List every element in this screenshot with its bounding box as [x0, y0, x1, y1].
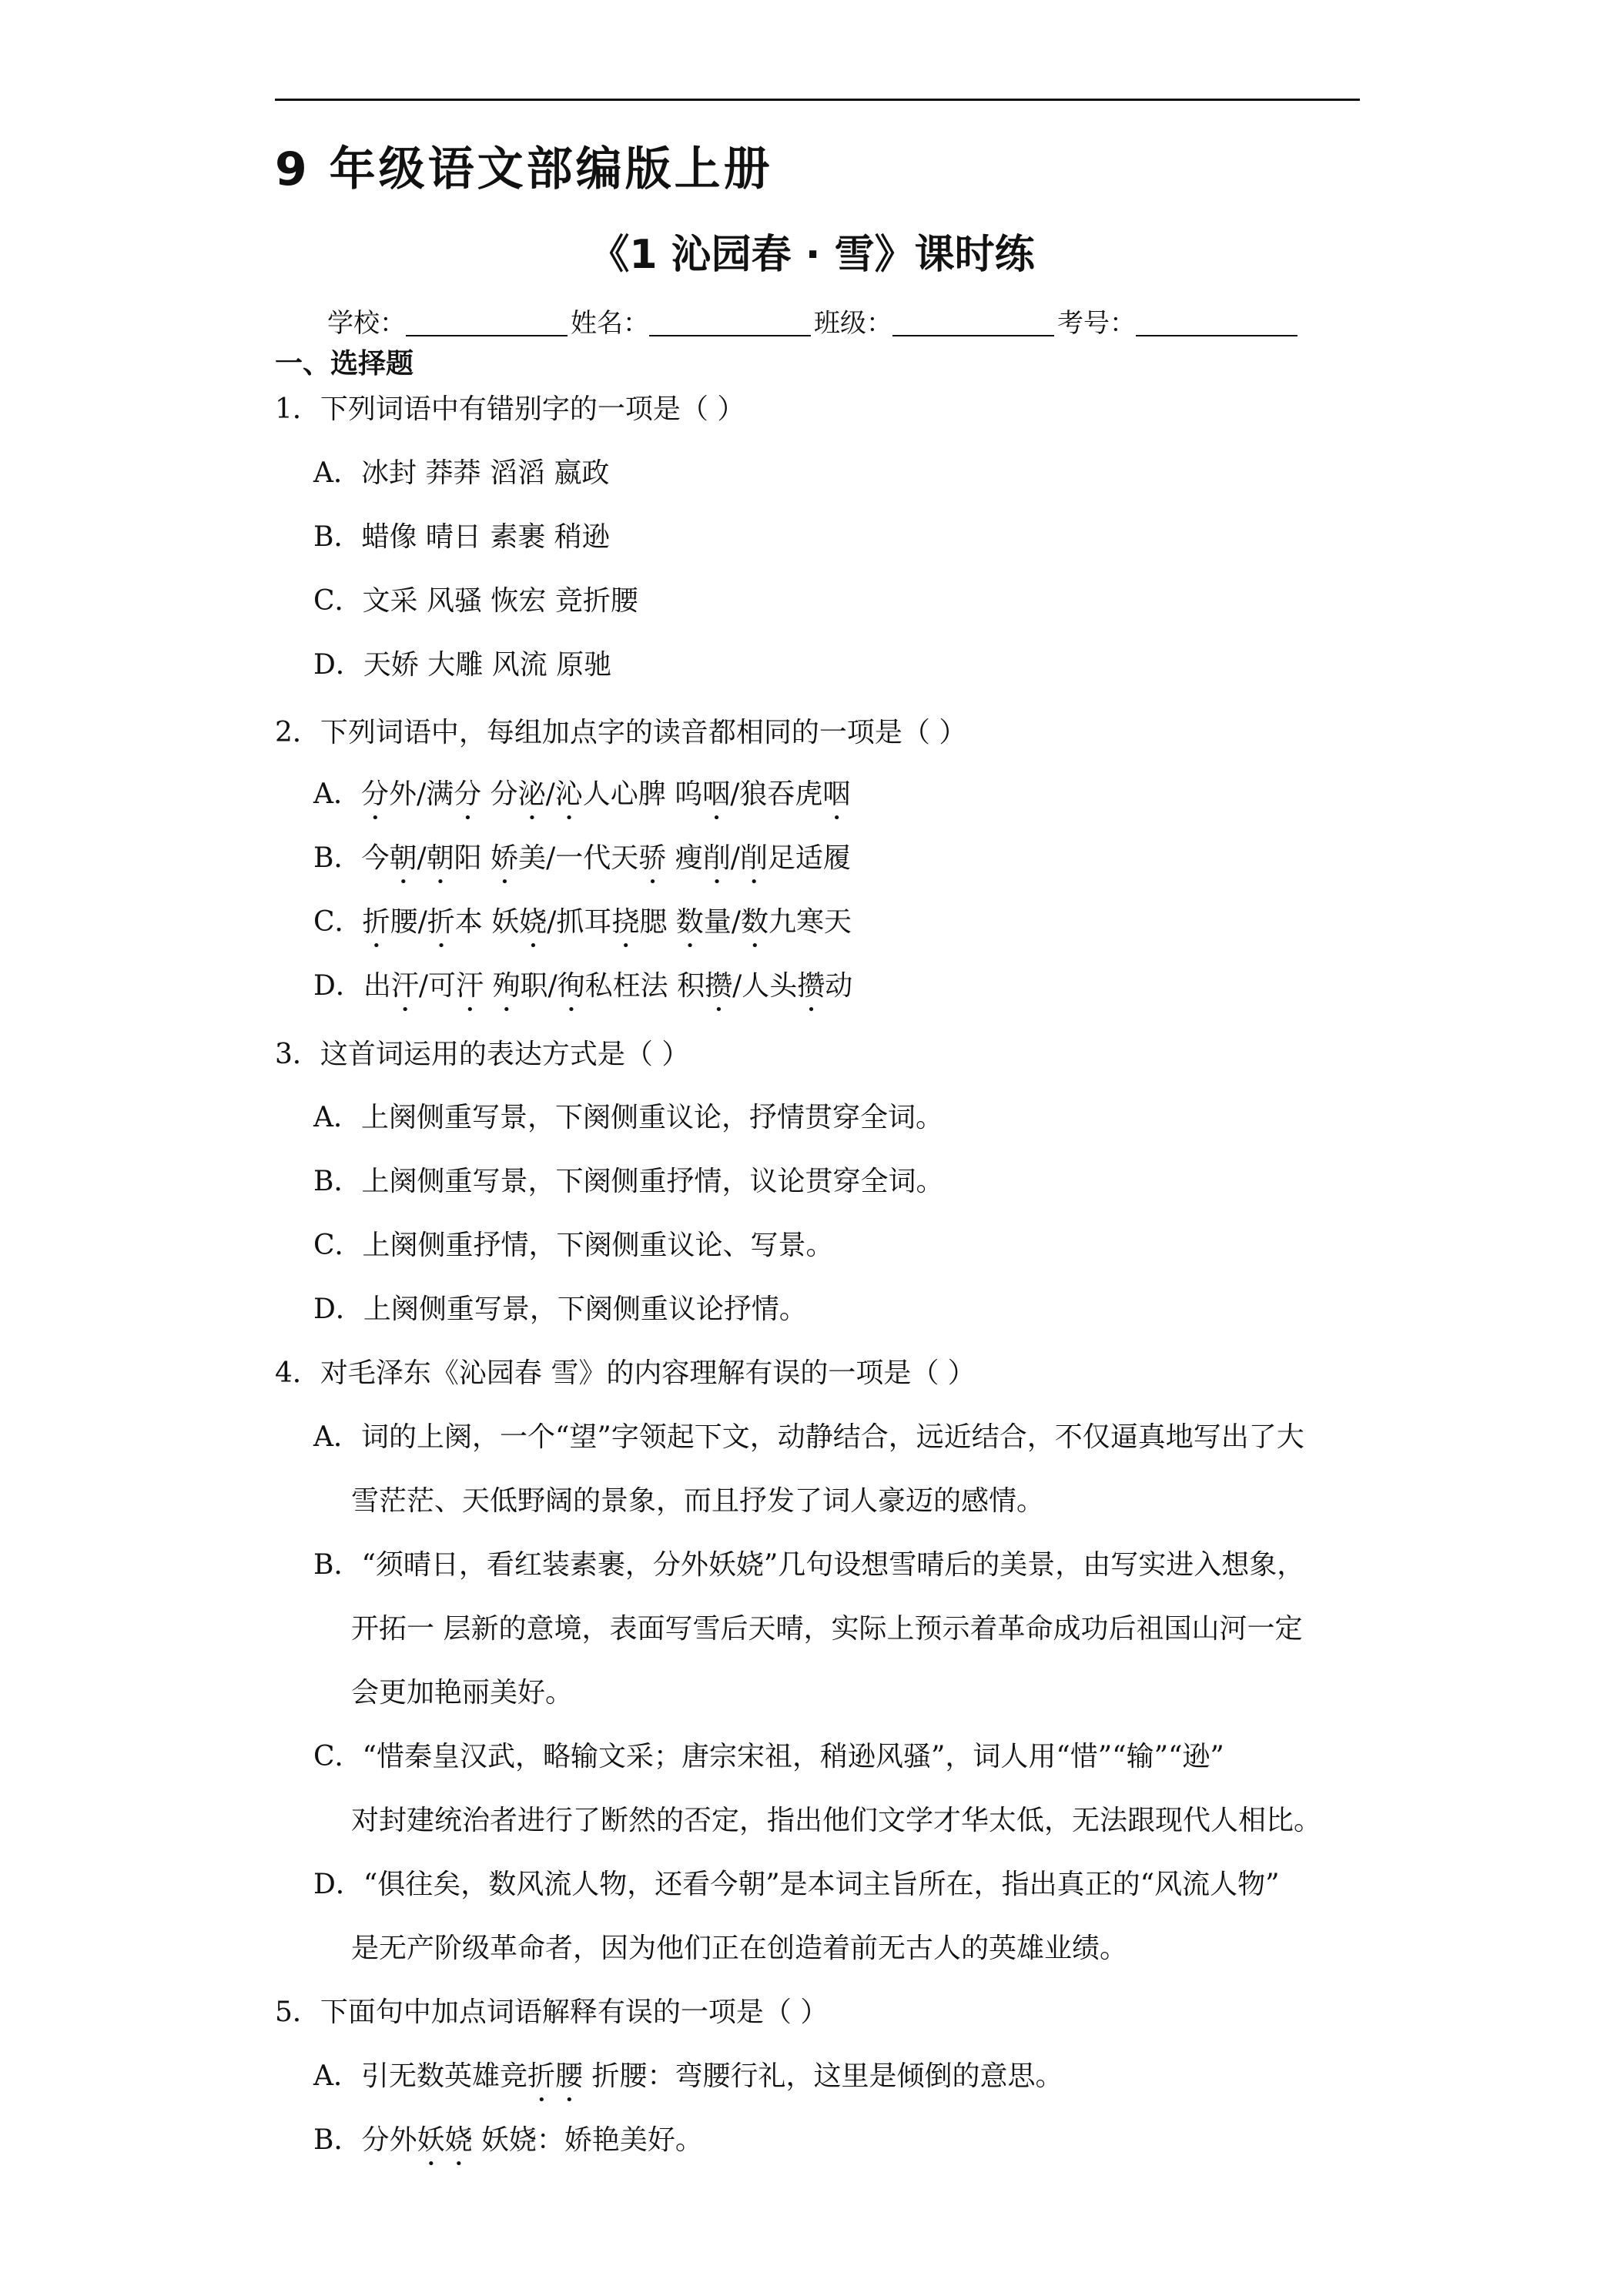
emphasized-text: 泌 [517, 778, 546, 810]
option-text: 阳 [454, 842, 491, 874]
emphasized-text: 咽 [702, 778, 731, 810]
emphasized-text: 妖娆 [417, 2124, 473, 2156]
option-text: A． [313, 778, 361, 810]
option-text: /可 [418, 970, 457, 1002]
option-line [313, 969, 852, 1018]
option-text: B．分外 [313, 2124, 417, 2156]
option-line: C．文采 风骚 恢宏 竞折腰 [313, 585, 638, 617]
emphasized-text: 数 [740, 906, 768, 938]
option-line [313, 2060, 1063, 2108]
option-text: 瘦 [666, 842, 703, 874]
option-line: B．蜡像 晴日 素裹 稍逊 [313, 521, 610, 553]
option-line: B．“须晴日，看红装素裹，分外妖娆”几句设想雪晴后的美景，由写实进入想象， [313, 1549, 1305, 1581]
option-text: /人头 [732, 970, 798, 1002]
option-text: 量/ [703, 906, 741, 938]
option-continuation: 会更加艳丽美好。 [351, 1677, 574, 1709]
school-label: 学校： [327, 308, 406, 339]
emphasized-text: 娆 [519, 906, 547, 938]
option-text: C． [313, 906, 363, 938]
option-text: B．今 [313, 842, 390, 874]
option-text: / [417, 842, 427, 874]
question-stem: 2．下列词语中，每组加点字的读音都相同的一项是（ ） [275, 717, 967, 748]
school-blank[interactable] [406, 309, 568, 336]
option-text: 折腰：弯腰行礼，这里是倾倒的意思。 [583, 2060, 1063, 2092]
emphasized-text: 削 [739, 842, 768, 874]
emphasized-text: 折 [362, 906, 390, 938]
option-line: C．上阕侧重抒情，下阕侧重议论、写景。 [313, 1230, 834, 1261]
option-line: A．冰封 莽莽 滔滔 嬴政 [313, 457, 610, 489]
option-text: /抓耳 [547, 906, 612, 938]
option-continuation: 是无产阶级革命者，因为他们正在创造着前无古人的英雄业绩。 [351, 1933, 1128, 1964]
emphasized-text: 朝 [426, 842, 454, 874]
emphasized-text: 挠 [611, 906, 640, 938]
emphasized-text: 汗 [390, 970, 419, 1002]
page-title: 《1 沁园春 · 雪》课时练 [589, 232, 1035, 278]
emphasized-text: 折 [427, 906, 455, 938]
emphasized-text: 骄 [638, 842, 667, 874]
option-line: D．“俱往矣，数风流人物，还看今朝”是本词主旨所在，指出真正的“风流人物” [313, 1869, 1280, 1900]
emphasized-text: 沁 [554, 778, 583, 810]
option-line: B．上阕侧重写景，下阕侧重抒情，议论贯穿全词。 [313, 1166, 944, 1197]
option-text: /狼吞虎 [730, 778, 823, 810]
emphasized-text: 折腰 [527, 2060, 584, 2092]
emphasized-text: 朝 [389, 842, 417, 874]
emphasized-text: 咽 [822, 778, 851, 810]
number-label: 考号： [1057, 308, 1136, 339]
option-line: D．天娇 大雕 风流 原驰 [313, 649, 612, 681]
option-text: 动 [825, 970, 853, 1002]
question-stem: 3．这首词运用的表达方式是（ ） [275, 1039, 690, 1070]
option-line: D．上阕侧重写景，下阕侧重议论抒情。 [313, 1294, 807, 1325]
option-line: C．“惜秦皇汉武，略输文采；唐宗宋祖，稍逊风骚”，词人用“惜”“输”“逊” [313, 1741, 1224, 1772]
option-continuation: 雪茫茫、天低野阔的景象，而且抒发了词人豪迈的感情。 [351, 1485, 1045, 1517]
emphasized-text: 殉 [492, 970, 521, 1002]
option-text: A．引无数英雄竞 [313, 2060, 527, 2092]
option-text: 腮 [639, 906, 676, 938]
number-blank[interactable] [1136, 309, 1298, 336]
emphasized-text: 攒 [705, 970, 733, 1002]
emphasized-text: 娇 [491, 842, 519, 874]
option-text [484, 970, 492, 1002]
emphasized-text: 数 [675, 906, 704, 938]
option-text: 九寒天 [768, 906, 852, 938]
option-text: 私枉法 积 [584, 970, 705, 1002]
emphasized-text: 分 [454, 778, 482, 810]
option-text: 美/一代天 [518, 842, 639, 874]
emphasized-text: 汗 [456, 970, 484, 1002]
question-stem: 1．下列词语中有错别字的一项是（ ） [275, 393, 745, 425]
emphasized-text: 攒 [797, 970, 825, 1002]
option-text: / [545, 778, 555, 810]
student-info-row [327, 302, 1301, 340]
emphasized-text: 分 [361, 778, 390, 810]
option-text: 腰/ [390, 906, 427, 938]
option-text: 人心脾 呜 [582, 778, 703, 810]
option-line: A．上阕侧重写景，下阕侧重议论，抒情贯穿全词。 [313, 1102, 943, 1133]
option-text: 本 妖 [454, 906, 520, 938]
option-line [313, 842, 851, 890]
option-text: D．出 [313, 970, 391, 1002]
option-text: 足适履 [767, 842, 851, 874]
option-continuation: 开拓一 层新的意境，表面写雪后天晴，实际上预示着革命成功后祖国山河一定 [351, 1613, 1303, 1645]
option-text: / [730, 842, 740, 874]
option-text: 分 [481, 778, 518, 810]
name-blank[interactable] [649, 309, 811, 336]
option-continuation: 对封建统治者进行了断然的否定，指出他们文学才华太低，无法跟现代人相比。 [351, 1805, 1322, 1836]
option-line [313, 778, 850, 826]
brand-heading: 9 年级语文部编版上册 [275, 142, 773, 196]
question-stem: 5．下面句中加点词语解释有误的一项是（ ） [275, 1996, 829, 2028]
option-text: 妖娆：娇艳美好。 [472, 2124, 703, 2156]
emphasized-text: 削 [702, 842, 731, 874]
header-rule [275, 99, 1360, 101]
name-label: 姓名： [571, 308, 649, 339]
class-label: 班级： [814, 308, 892, 339]
option-text: 外/满 [389, 778, 454, 810]
option-line: A．词的上阕，一个“望”字领起下文，动静结合，远近结合，不仅逼真地写出了大 [313, 1421, 1304, 1453]
option-line [313, 905, 852, 954]
section-title: 一、选择题 [275, 348, 414, 380]
class-blank[interactable] [892, 309, 1054, 336]
emphasized-text: 徇 [557, 970, 585, 1002]
option-line [313, 2124, 703, 2172]
question-stem: 4．对毛泽东《沁园春 雪》的内容理解有误的一项是（ ） [275, 1357, 976, 1389]
option-text: 职/ [520, 970, 558, 1002]
